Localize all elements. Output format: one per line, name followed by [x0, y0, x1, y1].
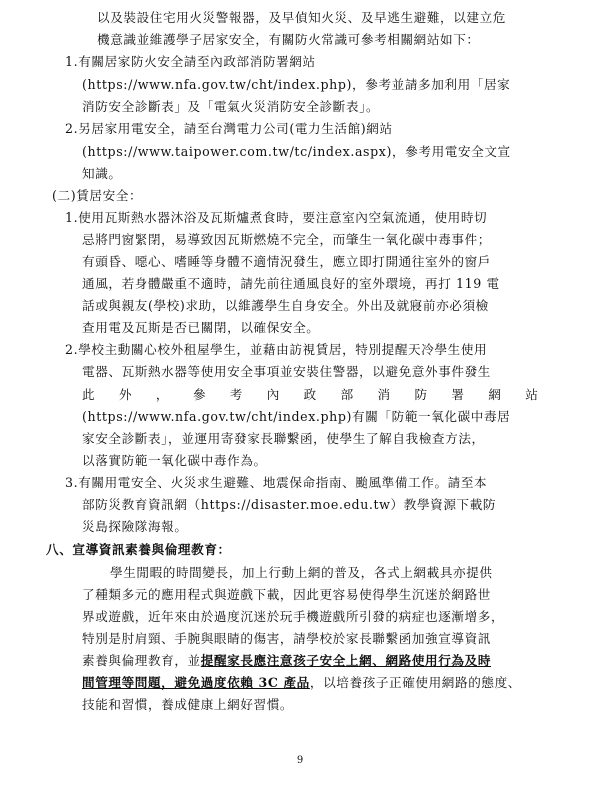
spread-char: 內	[266, 387, 280, 402]
text-line: 有頭昏、噁心、嗜睡等身體不適情況發生，應立即打開通往室外的窗戶	[82, 254, 492, 269]
emphasized-text: 間管理等問題，避免過度依賴 3C 產品	[82, 675, 310, 690]
text-line: 電器、瓦斯熱水器等使用安全事項並安裝住警器，以避免意外事件發生	[82, 364, 492, 379]
section-heading: 八、宣導資訊素養與倫理教育：	[46, 542, 231, 557]
text-line: 學生閒暇的時間變長，加上行動上網的普及，各式上網載具亦提供	[110, 565, 493, 580]
text-line: 以落實防範一氧化碳中毒作為。	[82, 453, 267, 468]
text-line: 部防災教育資訊網（https://disaster.moe.edu.tw）教學資源下載防	[82, 497, 497, 512]
list-item-2: 2.學校主動關心校外租屋學生，並藉由訪視賃居，特別提醒天冷學生使用	[65, 342, 488, 357]
list-item-2: 2.另居家用電安全，請至台灣電力公司(電力生活館)網站	[65, 121, 393, 136]
text-line: 界或遊戲，近年來由於過度沉迷於玩手機遊戲所引發的病症也逐漸增多，	[82, 609, 505, 624]
text-line: (https://www.nfa.gov.tw/cht/index.php)，參考並請多加利用「居家	[82, 77, 511, 92]
text-line: 知識。	[82, 166, 122, 181]
list-item-1: 1.使用瓦斯熱水器沐浴及瓦斯爐煮食時，要注意室內空氣流通，使用時切	[65, 210, 488, 225]
spread-char: 消	[377, 387, 391, 402]
text-line: 話或與親友(學校)求助，以維護學生自身安全。外出及就寢前亦必須檢	[82, 298, 489, 313]
section-heading: (二)賃居安全：	[52, 188, 143, 203]
text-run: ，以培養孩子正確使用網路的態度、	[309, 675, 521, 690]
spread-char: 網	[488, 387, 501, 402]
text-line: 查用電及瓦斯是否已關閉，以確保安全。	[82, 320, 320, 335]
spread-char: 外	[118, 387, 132, 402]
text-line: 以及裝設住宅用火災警報器，及早偵知火災、及早逃生避難，以建立危	[97, 10, 507, 25]
text-line: 了種類多元的應用程式與遊戲下載，因此更容易使得學生沉迷於網路世	[82, 587, 492, 602]
text-line: (https://www.taipower.com.tw/tc/index.aspx)，參考用電安全文宣	[82, 144, 511, 159]
text-line: 災島探險隊海報。	[82, 519, 188, 534]
text-line: 機意識並維護學子居家安全，有關防火常識可參考相關網站如下：	[97, 32, 480, 47]
text-line: 技能和習慣，養成健康上網好習慣。	[82, 697, 294, 712]
spread-char: 政	[303, 387, 317, 402]
emphasized-text: 提醒家長應注意孩子安全上網、網路使用行為及時	[200, 653, 492, 668]
text-line	[82, 651, 491, 671]
text-line: 消防安全診斷表」及「電氣火災消防安全診斷表」。	[82, 99, 380, 114]
spread-char: 站	[525, 387, 538, 402]
list-item-3: 3.有關用電安全、火災求生避難、地震保命指南、颱風準備工作。請至本	[65, 475, 488, 490]
text-line: 通風，若身體嚴重不適時，請先前往通風良好的室外環境，再打 119 電	[82, 276, 500, 291]
text-line: 家安全診斷表」，並運用寄發家長聯繫函，使學生了解自我檢查方法，	[82, 431, 485, 446]
text-line: 特別是肘肩頸、手腕與眼睛的傷害，請學校於家長聯繫函加強宣導資訊	[82, 631, 492, 646]
text-line: (https://www.nfa.gov.tw/cht/index.php)有關「防範一氧化碳中毒居	[82, 409, 511, 424]
spread-char: ，	[155, 387, 169, 402]
page-number: 9	[296, 755, 304, 766]
spread-char: 署	[451, 387, 464, 402]
text-line	[82, 673, 521, 693]
spread-char: 此	[82, 387, 95, 402]
list-item-1: 1.有關居家防火安全請至內政部消防署網站	[65, 54, 316, 69]
spread-char: 參	[192, 387, 206, 402]
spread-char: 考	[229, 387, 243, 402]
text-run: 素養與倫理教育，並	[82, 653, 201, 668]
text-line: 忌將門窗緊閉，易導致因瓦斯燃燒不完全，而肇生一氧化碳中毒事件；	[82, 232, 492, 247]
spread-char: 防	[414, 387, 428, 402]
justified-text-line	[82, 385, 538, 405]
spread-char: 部	[340, 387, 354, 402]
